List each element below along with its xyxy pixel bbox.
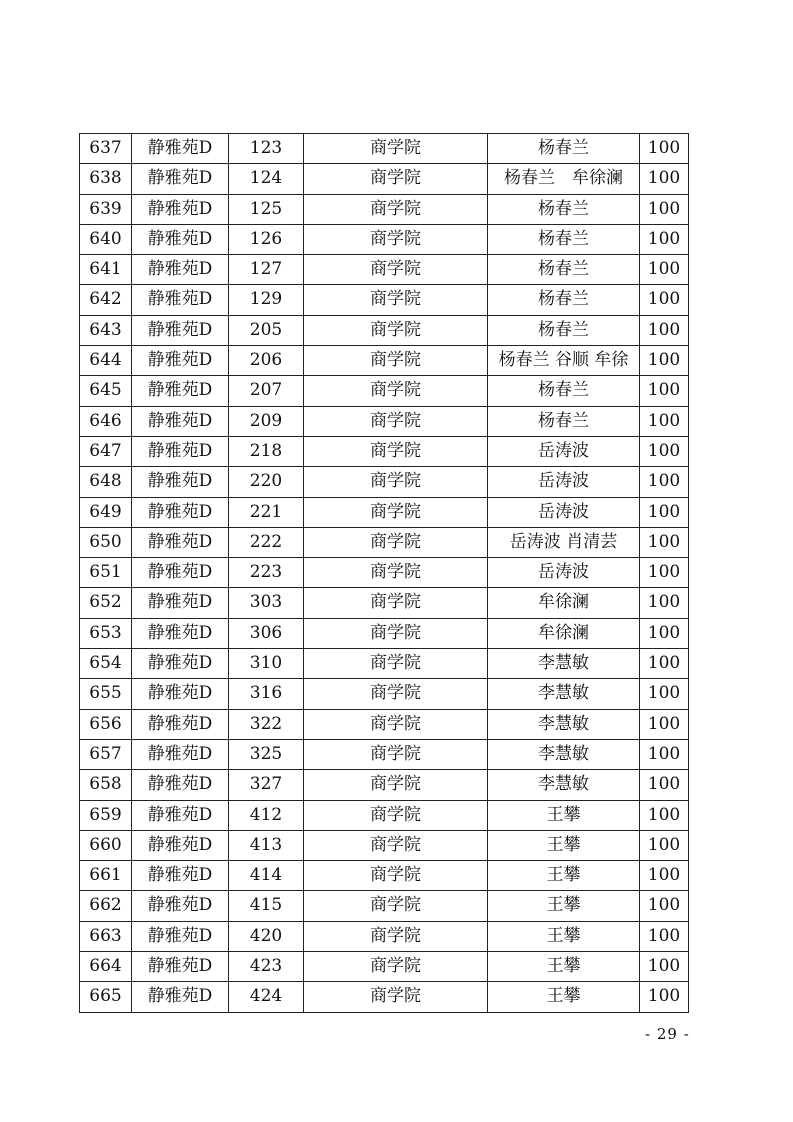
score-cell: 100 (640, 255, 689, 285)
teacher-cell: 杨春兰 (488, 315, 640, 345)
room-cell: 413 (229, 830, 304, 860)
college-cell: 商学院 (304, 588, 488, 618)
building-cell: 静雅苑D (132, 861, 229, 891)
teacher-cell: 杨春兰 (488, 406, 640, 436)
row-number-cell: 657 (80, 739, 132, 769)
row-number-cell: 646 (80, 406, 132, 436)
room-cell: 129 (229, 285, 304, 315)
teacher-cell: 王攀 (488, 891, 640, 921)
building-cell: 静雅苑D (132, 891, 229, 921)
score-cell: 100 (640, 921, 689, 951)
college-cell: 商学院 (304, 558, 488, 588)
teacher-cell: 李慧敏 (488, 709, 640, 739)
table-row (80, 709, 689, 739)
row-number-cell: 652 (80, 588, 132, 618)
building-cell: 静雅苑D (132, 376, 229, 406)
room-cell: 327 (229, 770, 304, 800)
room-cell: 424 (229, 982, 304, 1012)
row-number-cell: 658 (80, 770, 132, 800)
score-cell: 100 (640, 436, 689, 466)
score-cell: 100 (640, 952, 689, 982)
college-cell: 商学院 (304, 679, 488, 709)
table-row (80, 830, 689, 860)
college-cell: 商学院 (304, 467, 488, 497)
college-cell: 商学院 (304, 406, 488, 436)
score-cell: 100 (640, 558, 689, 588)
teacher-cell: 杨春兰 (488, 224, 640, 254)
row-number-cell: 642 (80, 285, 132, 315)
table-row (80, 800, 689, 830)
score-cell: 100 (640, 164, 689, 194)
building-cell: 静雅苑D (132, 558, 229, 588)
row-number-cell: 653 (80, 618, 132, 648)
room-cell: 125 (229, 194, 304, 224)
college-cell: 商学院 (304, 224, 488, 254)
building-cell: 静雅苑D (132, 679, 229, 709)
table-row (80, 255, 689, 285)
building-cell: 静雅苑D (132, 255, 229, 285)
college-cell: 商学院 (304, 285, 488, 315)
college-cell: 商学院 (304, 194, 488, 224)
score-cell: 100 (640, 649, 689, 679)
building-cell: 静雅苑D (132, 830, 229, 860)
room-cell: 322 (229, 709, 304, 739)
row-number-cell: 648 (80, 467, 132, 497)
teacher-cell: 王攀 (488, 921, 640, 951)
score-cell: 100 (640, 497, 689, 527)
row-number-cell: 647 (80, 436, 132, 466)
table-row (80, 649, 689, 679)
teacher-cell: 牟徐澜 (488, 618, 640, 648)
table-row (80, 891, 689, 921)
table-row (80, 739, 689, 769)
table-row (80, 194, 689, 224)
row-number-cell: 639 (80, 194, 132, 224)
college-cell: 商学院 (304, 982, 488, 1012)
score-cell: 100 (640, 588, 689, 618)
teacher-cell: 牟徐澜 (488, 588, 640, 618)
table-row (80, 164, 689, 194)
table-row (80, 770, 689, 800)
building-cell: 静雅苑D (132, 436, 229, 466)
table-row (80, 861, 689, 891)
building-cell: 静雅苑D (132, 618, 229, 648)
college-cell: 商学院 (304, 134, 488, 164)
teacher-cell: 杨春兰 牟徐澜 (488, 164, 640, 194)
room-cell: 420 (229, 921, 304, 951)
table-row (80, 982, 689, 1012)
teacher-cell: 岳涛波 (488, 436, 640, 466)
table-row (80, 134, 689, 164)
building-cell: 静雅苑D (132, 527, 229, 557)
dormitory-score-table (79, 133, 689, 1013)
building-cell: 静雅苑D (132, 467, 229, 497)
room-cell: 414 (229, 861, 304, 891)
room-cell: 222 (229, 527, 304, 557)
table-row (80, 679, 689, 709)
row-number-cell: 651 (80, 558, 132, 588)
score-cell: 100 (640, 134, 689, 164)
score-cell: 100 (640, 285, 689, 315)
row-number-cell: 654 (80, 649, 132, 679)
building-cell: 静雅苑D (132, 346, 229, 376)
row-number-cell: 661 (80, 861, 132, 891)
score-cell: 100 (640, 679, 689, 709)
score-cell: 100 (640, 194, 689, 224)
building-cell: 静雅苑D (132, 982, 229, 1012)
table-row (80, 436, 689, 466)
building-cell: 静雅苑D (132, 952, 229, 982)
score-cell: 100 (640, 346, 689, 376)
table-row (80, 467, 689, 497)
row-number-cell: 641 (80, 255, 132, 285)
table-row (80, 497, 689, 527)
college-cell: 商学院 (304, 921, 488, 951)
teacher-cell: 岳涛波 (488, 467, 640, 497)
row-number-cell: 659 (80, 800, 132, 830)
row-number-cell: 650 (80, 527, 132, 557)
room-cell: 423 (229, 952, 304, 982)
college-cell: 商学院 (304, 709, 488, 739)
building-cell: 静雅苑D (132, 588, 229, 618)
teacher-cell: 王攀 (488, 952, 640, 982)
table-row (80, 558, 689, 588)
teacher-cell: 杨春兰 (488, 134, 640, 164)
building-cell: 静雅苑D (132, 164, 229, 194)
teacher-cell: 李慧敏 (488, 770, 640, 800)
building-cell: 静雅苑D (132, 739, 229, 769)
room-cell: 209 (229, 406, 304, 436)
room-cell: 415 (229, 891, 304, 921)
score-cell: 100 (640, 406, 689, 436)
building-cell: 静雅苑D (132, 194, 229, 224)
college-cell: 商学院 (304, 739, 488, 769)
table-body (80, 134, 689, 1013)
table-row (80, 224, 689, 254)
row-number-cell: 649 (80, 497, 132, 527)
score-cell: 100 (640, 861, 689, 891)
building-cell: 静雅苑D (132, 770, 229, 800)
room-cell: 205 (229, 315, 304, 345)
score-cell: 100 (640, 618, 689, 648)
teacher-cell: 杨春兰 (488, 255, 640, 285)
room-cell: 220 (229, 467, 304, 497)
score-cell: 100 (640, 527, 689, 557)
row-number-cell: 645 (80, 376, 132, 406)
college-cell: 商学院 (304, 891, 488, 921)
room-cell: 127 (229, 255, 304, 285)
row-number-cell: 656 (80, 709, 132, 739)
college-cell: 商学院 (304, 861, 488, 891)
college-cell: 商学院 (304, 649, 488, 679)
teacher-cell: 王攀 (488, 830, 640, 860)
room-cell: 310 (229, 649, 304, 679)
building-cell: 静雅苑D (132, 800, 229, 830)
building-cell: 静雅苑D (132, 921, 229, 951)
teacher-cell: 李慧敏 (488, 649, 640, 679)
room-cell: 206 (229, 346, 304, 376)
page-number: - 29 - (645, 1025, 690, 1043)
table-row (80, 618, 689, 648)
teacher-cell: 李慧敏 (488, 739, 640, 769)
table-row (80, 285, 689, 315)
college-cell: 商学院 (304, 952, 488, 982)
room-cell: 325 (229, 739, 304, 769)
table-row (80, 588, 689, 618)
teacher-cell: 杨春兰 谷顺 牟徐 (488, 346, 640, 376)
college-cell: 商学院 (304, 527, 488, 557)
table-row (80, 921, 689, 951)
college-cell: 商学院 (304, 618, 488, 648)
row-number-cell: 665 (80, 982, 132, 1012)
building-cell: 静雅苑D (132, 497, 229, 527)
room-cell: 223 (229, 558, 304, 588)
building-cell: 静雅苑D (132, 285, 229, 315)
room-cell: 303 (229, 588, 304, 618)
row-number-cell: 637 (80, 134, 132, 164)
building-cell: 静雅苑D (132, 406, 229, 436)
teacher-cell: 杨春兰 (488, 285, 640, 315)
row-number-cell: 640 (80, 224, 132, 254)
teacher-cell: 王攀 (488, 800, 640, 830)
score-cell: 100 (640, 315, 689, 345)
table-row (80, 406, 689, 436)
college-cell: 商学院 (304, 436, 488, 466)
table-row (80, 346, 689, 376)
row-number-cell: 660 (80, 830, 132, 860)
table-row (80, 315, 689, 345)
row-number-cell: 644 (80, 346, 132, 376)
college-cell: 商学院 (304, 497, 488, 527)
row-number-cell: 662 (80, 891, 132, 921)
room-cell: 124 (229, 164, 304, 194)
table-row (80, 376, 689, 406)
row-number-cell: 664 (80, 952, 132, 982)
score-cell: 100 (640, 709, 689, 739)
college-cell: 商学院 (304, 164, 488, 194)
teacher-cell: 岳涛波 肖清芸 (488, 527, 640, 557)
college-cell: 商学院 (304, 770, 488, 800)
score-cell: 100 (640, 467, 689, 497)
building-cell: 静雅苑D (132, 709, 229, 739)
building-cell: 静雅苑D (132, 224, 229, 254)
teacher-cell: 李慧敏 (488, 679, 640, 709)
table-row (80, 952, 689, 982)
teacher-cell: 王攀 (488, 861, 640, 891)
score-cell: 100 (640, 830, 689, 860)
score-cell: 100 (640, 224, 689, 254)
room-cell: 306 (229, 618, 304, 648)
room-cell: 221 (229, 497, 304, 527)
college-cell: 商学院 (304, 800, 488, 830)
table-row (80, 527, 689, 557)
score-cell: 100 (640, 982, 689, 1012)
teacher-cell: 杨春兰 (488, 194, 640, 224)
score-cell: 100 (640, 891, 689, 921)
room-cell: 412 (229, 800, 304, 830)
building-cell: 静雅苑D (132, 315, 229, 345)
teacher-cell: 杨春兰 (488, 376, 640, 406)
teacher-cell: 岳涛波 (488, 558, 640, 588)
score-cell: 100 (640, 376, 689, 406)
college-cell: 商学院 (304, 315, 488, 345)
room-cell: 123 (229, 134, 304, 164)
college-cell: 商学院 (304, 830, 488, 860)
room-cell: 207 (229, 376, 304, 406)
score-cell: 100 (640, 770, 689, 800)
score-cell: 100 (640, 800, 689, 830)
building-cell: 静雅苑D (132, 649, 229, 679)
teacher-cell: 岳涛波 (488, 497, 640, 527)
room-cell: 218 (229, 436, 304, 466)
row-number-cell: 643 (80, 315, 132, 345)
room-cell: 316 (229, 679, 304, 709)
row-number-cell: 663 (80, 921, 132, 951)
score-cell: 100 (640, 739, 689, 769)
college-cell: 商学院 (304, 346, 488, 376)
college-cell: 商学院 (304, 376, 488, 406)
room-cell: 126 (229, 224, 304, 254)
teacher-cell: 王攀 (488, 982, 640, 1012)
building-cell: 静雅苑D (132, 134, 229, 164)
college-cell: 商学院 (304, 255, 488, 285)
row-number-cell: 638 (80, 164, 132, 194)
row-number-cell: 655 (80, 679, 132, 709)
